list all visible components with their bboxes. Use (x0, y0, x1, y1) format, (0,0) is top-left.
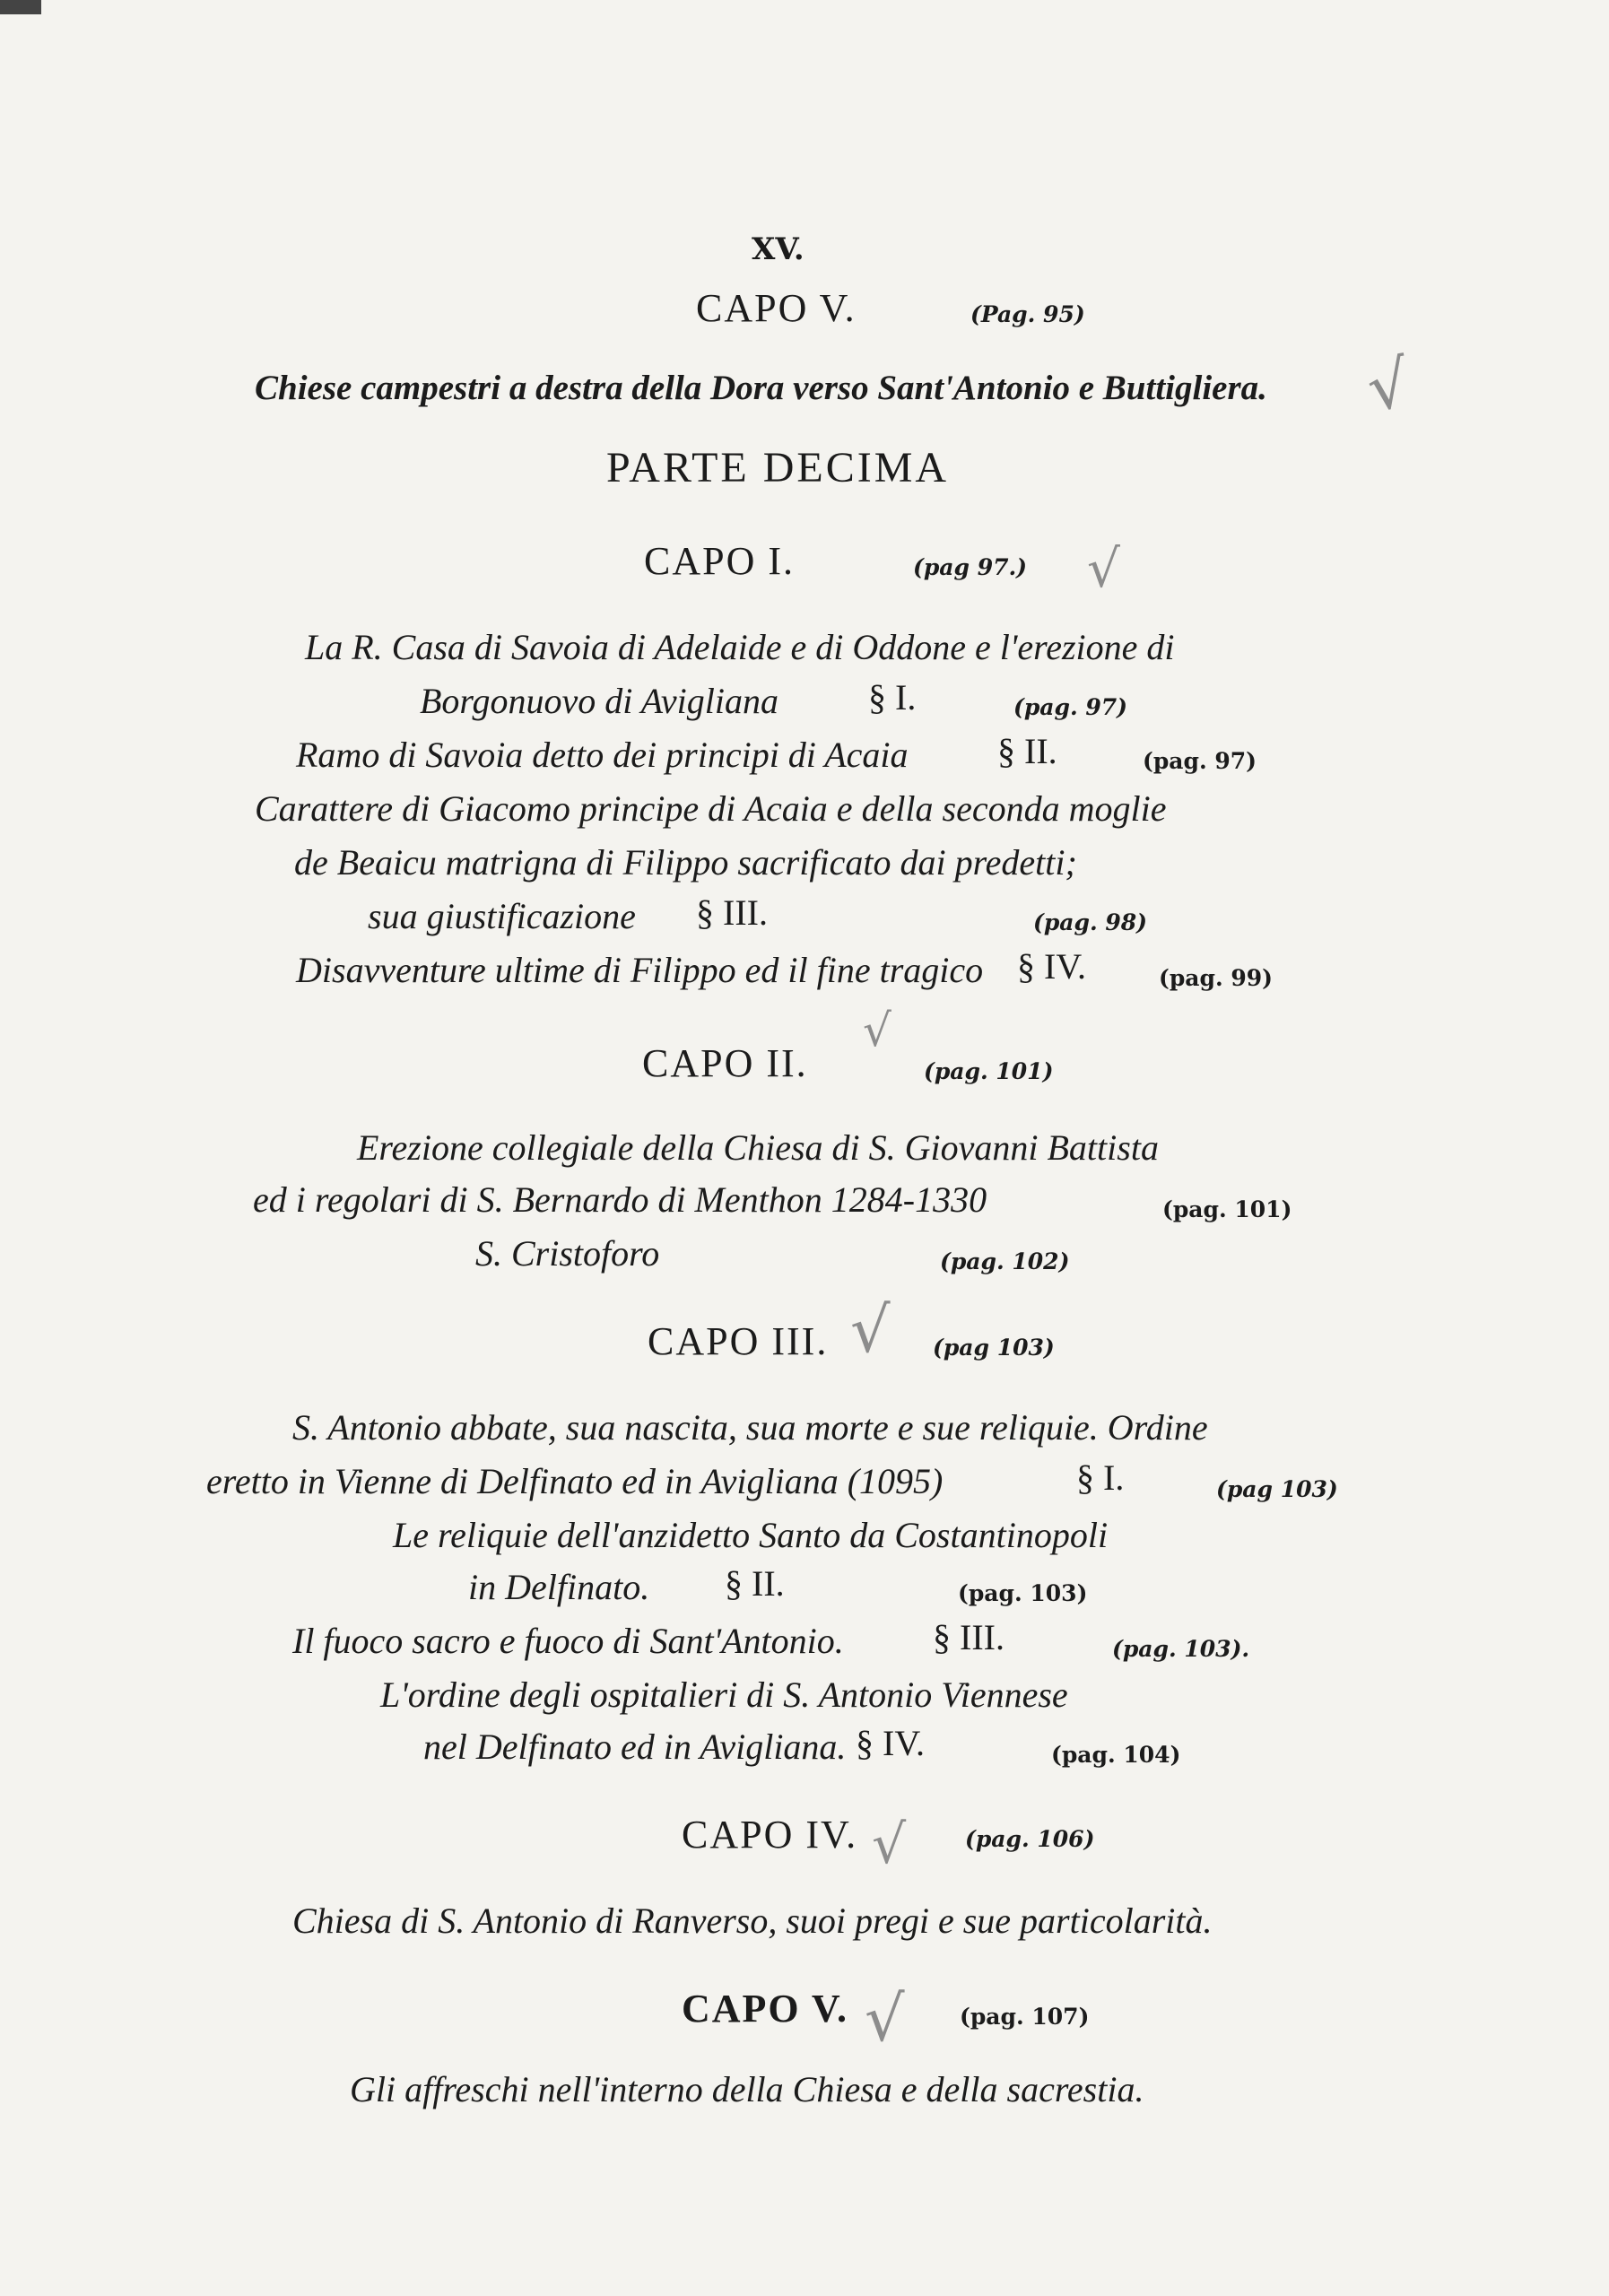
check-mark-2: √ (1087, 538, 1120, 599)
toc-entry-casa-savoia-1: La R. Casa di Savoia di Adelaide e di Oddone e l'erezione di (305, 627, 1175, 667)
capo-ii-heading: CAPO II. (642, 1041, 808, 1085)
section-mark: § IV. (856, 1723, 926, 1763)
page-ref: (pag. 103) (958, 1580, 1088, 1606)
toc-entry-fuoco: Il fuoco sacro e fuoco di Sant'Antonio. (292, 1621, 844, 1661)
capo-iii-page-ref: (pag 103) (933, 1335, 1055, 1361)
section-mark: § III. (933, 1617, 1005, 1657)
part-heading: PARTE DECIMA (606, 444, 950, 491)
toc-entry-casa-savoia-2: Borgonuovo di Avigliana (420, 681, 778, 721)
toc-entry-erezione-2: ed i regolari di S. Bernardo di Menthon 1284-1330 (253, 1179, 987, 1220)
toc-entry-disavventure: Disavventure ultime di Filippo ed il fine tragico (296, 950, 984, 990)
capo-v-heading: CAPO V. (696, 286, 857, 330)
capo-iv-heading: CAPO IV. (682, 1813, 858, 1857)
scan-edge (0, 0, 41, 14)
toc-entry-carattere-2: de Beaicu matrigna di Filippo sacrificato dai predetti; (294, 842, 1077, 883)
toc-entry-chiese-campestri: Chiese campestri a destra della Dora verso Sant'Antonio e Buttigliera. (255, 369, 1267, 407)
toc-entry-ramo-savoia: Ramo di Savoia detto dei principi di Acaia (296, 735, 909, 775)
page-ref: (pag. 102) (940, 1248, 1070, 1274)
page-ref: (pag 103) (1216, 1476, 1338, 1502)
toc-entry-ordine-2: nel Delfinato ed in Avigliana. (423, 1726, 847, 1767)
capo-iii-heading: CAPO III. (648, 1319, 829, 1363)
toc-entry-antonio-2: eretto in Vienne di Delfinato ed in Avigliana (1095) (206, 1461, 944, 1501)
check-mark-6: √ (865, 1982, 905, 2056)
check-mark-3: √ (863, 1004, 891, 1057)
check-mark-5: √ (872, 1813, 907, 1876)
section-mark: § II. (997, 731, 1057, 771)
section-mark: § I. (868, 677, 917, 718)
capo-v-page-ref: (Pag. 95) (970, 301, 1085, 327)
capo-iv-page-ref: (pag. 106) (965, 1826, 1095, 1852)
page-number: XV. (752, 231, 804, 267)
capo-v-heading-2: CAPO V. (682, 1987, 848, 2031)
toc-entry-erezione-1: Erezione collegiale della Chiesa di S. Giovanni Battista (357, 1127, 1159, 1168)
toc-entry-carattere-1: Carattere di Giacomo principe di Acaia e della seconda moglie (255, 788, 1167, 829)
page-ref: (pag. 97) (1143, 748, 1257, 774)
toc-entry-ranverso: Chiesa di S. Antonio di Ranverso, suoi pregi e sue particolarità. (292, 1900, 1213, 1941)
page-ref: (pag. 98) (1033, 909, 1148, 935)
toc-entry-carattere-3: sua giustificazione (368, 896, 636, 936)
section-mark: § II. (725, 1563, 785, 1604)
section-mark: § IV. (1017, 946, 1087, 987)
page-ref: (pag. 101) (1162, 1196, 1292, 1222)
toc-entry-cristoforo: S. Cristoforo (475, 1233, 660, 1274)
page-ref: (pag. 97) (1013, 694, 1128, 720)
section-mark: § III. (696, 892, 768, 933)
capo-i-heading: CAPO I. (644, 539, 796, 583)
capo-ii-page-ref: (pag. 101) (924, 1058, 1054, 1084)
page-ref: (pag. 104) (1051, 1742, 1181, 1768)
toc-entry-antonio-1: S. Antonio abbate, sua nascita, sua morte e sue reliquie. Ordine (292, 1407, 1208, 1448)
section-mark: § I. (1076, 1457, 1125, 1498)
page-ref: (pag. 103). (1112, 1636, 1250, 1662)
toc-entry-reliquie-2: in Delfinato. (468, 1567, 650, 1607)
toc-entry-reliquie-1: Le reliquie dell'anzidetto Santo da Costantinopoli (393, 1515, 1109, 1555)
page-ref: (pag. 99) (1159, 965, 1274, 991)
check-mark-4: √ (850, 1293, 891, 1367)
toc-entry-affreschi: Gli affreschi nell'interno della Chiesa e della sacrestia. (350, 2069, 1144, 2109)
capo-v-page-ref-2: (pag. 107) (960, 2004, 1090, 2030)
capo-i-page-ref: (pag 97.) (913, 554, 1028, 580)
check-mark-1: √ (1361, 344, 1415, 427)
toc-entry-ordine-1: L'ordine degli ospitalieri di S. Antonio Viennese (380, 1674, 1068, 1715)
